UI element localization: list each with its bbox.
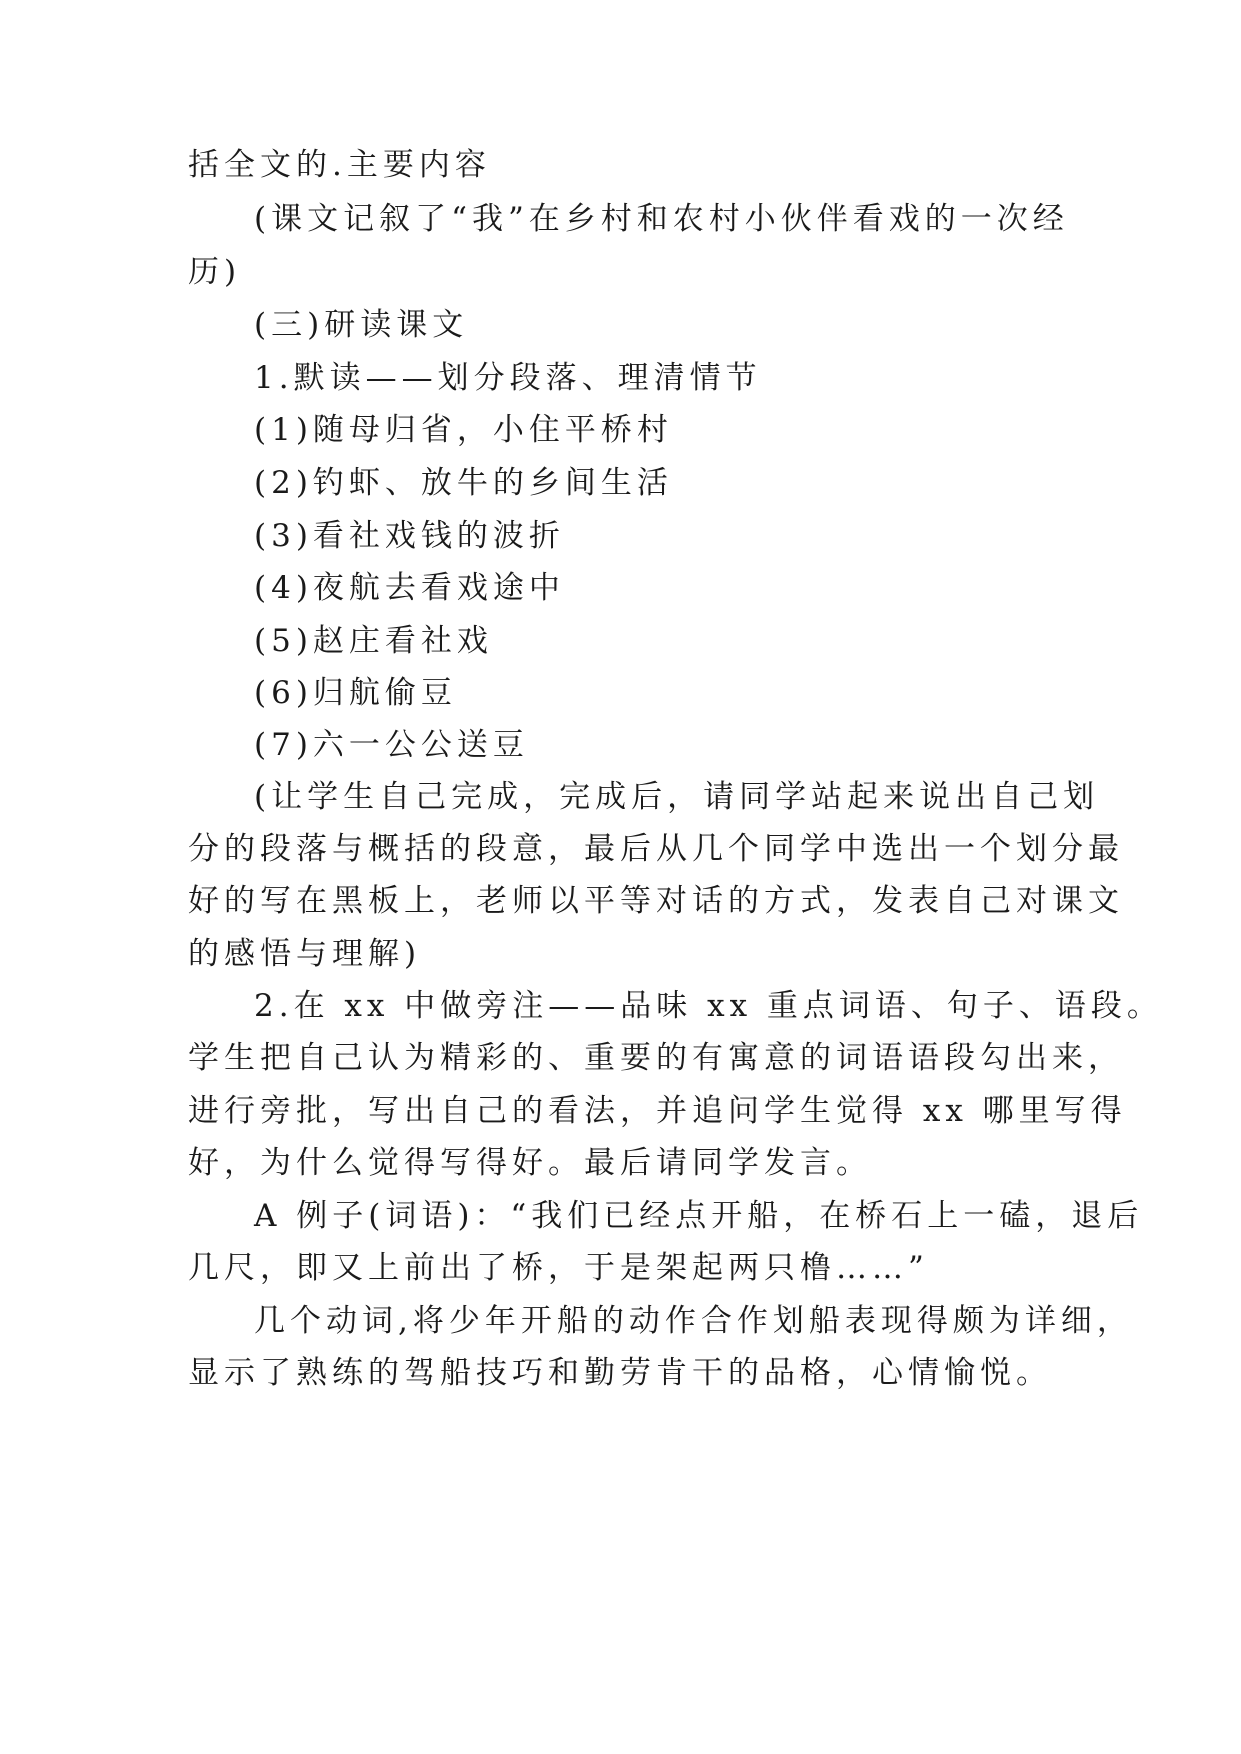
list-item: (1)随母归省，小住平桥村 [254,412,673,448]
list-item: (6)归航偷豆 [254,675,457,711]
list-item: (5)赵庄看社戏 [254,623,493,659]
list-item: (4)夜航去看戏途中 [254,570,565,606]
text-line: 的感悟与理解) [188,936,422,972]
text-line: 括全文的.主要内容 [188,147,491,183]
list-item: (3)看社戏钱的波折 [254,518,565,554]
step-heading: 2.在 xx 中做旁注——品味 xx 重点词语、句子、语段。 [254,988,1163,1024]
text-line: 分的段落与概括的段意，最后从几个同学中选出一个划分最 [188,831,1124,867]
list-item: (2)钓虾、放牛的乡间生活 [254,465,673,501]
text-line: 好的写在黑板上，老师以平等对话的方式，发表自己对课文 [188,883,1124,919]
list-item: (7)六一公公送豆 [254,727,529,763]
text-line: 学生把自己认为精彩的、重要的有寓意的词语语段勾出来， [188,1040,1124,1076]
section-heading: (三)研读课文 [254,307,469,343]
text-line: (让学生自己完成，完成后，请同学站起来说出自己划 [254,779,1100,815]
text-line: 几个动词,将少年开船的动作合作划船表现得颇为详细， [254,1303,1133,1339]
text-line: 几尺，即又上前出了桥，于是架起两只橹……” [188,1250,929,1286]
text-line: 历) [188,254,242,290]
text-line: A 例子(词语)：“我们已经点开船，在桥石上一磕，退后 [254,1198,1144,1234]
text-line: 进行旁批，写出自己的看法，并追问学生觉得 xx 哪里写得 [188,1093,1127,1129]
text-line: 显示了熟练的驾船技巧和勤劳肯干的品格，心情愉悦。 [188,1355,1052,1391]
step-heading: 1.默读——划分段落、理清情节 [254,360,762,396]
text-line: 好，为什么觉得写得好。最后请同学发言。 [188,1145,872,1181]
text-line: (课文记叙了“我”在乡村和农村小伙伴看戏的一次经 [254,201,1069,237]
